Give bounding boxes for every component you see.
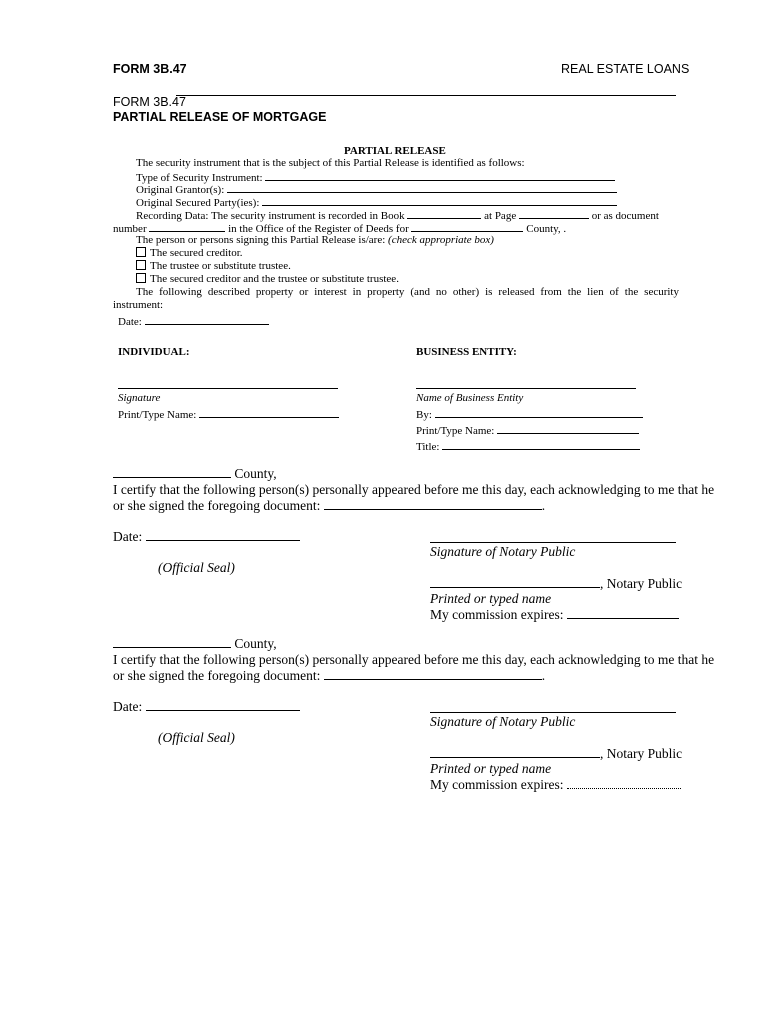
office-text: in the Office of the Register of Deeds for	[228, 223, 409, 235]
security-type-field[interactable]	[265, 170, 615, 181]
title-rule	[176, 95, 676, 96]
property-text-line1: The following described property or interest in property (and no other) is released from the lien of the security	[136, 286, 679, 298]
notary1-date-label: Date:	[113, 529, 143, 544]
notary2-notary-public-row	[430, 746, 682, 762]
check-box-note: (check appropriate box)	[388, 234, 494, 246]
notary1-notary-public: , Notary Public	[600, 576, 683, 591]
notary2-document-field[interactable]	[324, 669, 542, 680]
notary2-county-field[interactable]	[113, 637, 231, 648]
number-label: number	[113, 223, 147, 235]
business-by-row	[416, 407, 643, 422]
security-type-label: Type of Security Instrument:	[136, 172, 263, 184]
notary2-certify-line2: or she signed the foregoing document:	[113, 668, 321, 683]
signer-row	[136, 234, 494, 247]
notary1-name-field[interactable]	[430, 577, 600, 588]
business-title-field[interactable]	[442, 439, 640, 450]
secured-party-label: Original Secured Party(ies):	[136, 197, 260, 209]
individual-signature-label: Signature	[118, 392, 161, 404]
county-text: County, .	[526, 223, 567, 235]
notary2-date-field[interactable]	[146, 700, 300, 711]
individual-signature-line[interactable]	[118, 388, 338, 389]
notary1-official-seal: (Official Seal)	[158, 560, 235, 575]
option-label: The secured creditor and the trustee or substitute trustee.	[150, 273, 399, 285]
option-secured-creditor[interactable]	[136, 247, 243, 260]
register-county-field[interactable]	[411, 221, 523, 232]
notary2-printed-name-label: Printed or typed name	[430, 761, 552, 776]
notary2-signature-label: Signature of Notary Public	[430, 714, 576, 729]
property-text-line2: instrument:	[113, 299, 164, 311]
business-title-row	[416, 439, 640, 454]
notary1-signature-line[interactable]	[430, 542, 676, 543]
business-title-label: Title:	[416, 441, 440, 453]
individual-print-name-label: Print/Type Name:	[118, 409, 197, 421]
release-date-field[interactable]	[145, 314, 269, 325]
at-page-label: at Page	[484, 210, 517, 222]
notary2-name-field[interactable]	[430, 747, 600, 758]
page-field[interactable]	[519, 208, 589, 219]
notary2-county-label: County,	[234, 636, 277, 651]
notary1-county-label: County,	[234, 466, 277, 481]
business-name-line[interactable]	[416, 388, 636, 389]
notary2-commission-label: My commission expires:	[430, 777, 564, 792]
notary2-certify-line1: I certify that the following person(s) personally appeared before me this day, each acknowledging to me that he	[113, 652, 715, 667]
notary1-county-row	[113, 466, 277, 482]
notary1-date-row	[113, 529, 300, 545]
notary1-signature-label: Signature of Notary Public	[430, 544, 576, 559]
checkbox-icon[interactable]	[136, 247, 146, 257]
individual-print-name-row	[118, 407, 339, 422]
form-id: FORM 3B.47	[113, 62, 187, 76]
release-date-label: Date:	[118, 316, 142, 328]
notary1-document-field[interactable]	[324, 499, 542, 510]
checkbox-icon[interactable]	[136, 273, 146, 283]
signer-text: The person or persons signing this Partial Release is/are:	[136, 234, 386, 246]
notary1-certify-line2-row	[113, 498, 545, 514]
book-field[interactable]	[407, 208, 481, 219]
notary1-county-field[interactable]	[113, 467, 231, 478]
notary2-commission-field[interactable]	[567, 778, 681, 789]
recording-label: Recording Data: The security instrument is recorded in Book	[136, 210, 405, 222]
form-number: FORM 3B.47	[113, 95, 186, 109]
option-trustee[interactable]	[136, 260, 291, 273]
business-by-field[interactable]	[435, 407, 643, 418]
secured-party-field[interactable]	[262, 195, 617, 206]
business-print-name-row	[416, 423, 639, 438]
notary1-notary-public-row	[430, 576, 682, 592]
notary2-signature-line[interactable]	[430, 712, 676, 713]
business-print-name-label: Print/Type Name:	[416, 425, 495, 437]
notary1-period: .	[541, 498, 546, 513]
notary1-date-field[interactable]	[146, 530, 300, 541]
form-title: PARTIAL RELEASE OF MORTGAGE	[113, 110, 327, 124]
notary1-printed-name-label: Printed or typed name	[430, 591, 552, 606]
intro-text: The security instrument that is the subject of this Partial Release is identified as follows:	[136, 157, 525, 169]
business-by-label: By:	[416, 409, 432, 421]
notary2-period: .	[541, 668, 546, 683]
notary2-county-row	[113, 636, 277, 652]
notary1-commission-row	[430, 607, 679, 623]
checkbox-icon[interactable]	[136, 260, 146, 270]
notary1-certify-line1: I certify that the following person(s) personally appeared before me this day, each acknowledging to me that he	[113, 482, 715, 497]
business-print-name-field[interactable]	[497, 423, 639, 434]
option-label: The trustee or substitute trustee.	[150, 260, 291, 272]
document-number-field[interactable]	[149, 221, 225, 232]
option-label: The secured creditor.	[150, 247, 243, 259]
notary1-commission-field[interactable]	[567, 608, 679, 619]
notary2-official-seal: (Official Seal)	[158, 730, 235, 745]
notary2-notary-public: , Notary Public	[600, 746, 683, 761]
notary2-date-label: Date:	[113, 699, 143, 714]
notary2-commission-row	[430, 777, 681, 793]
grantor-field[interactable]	[227, 182, 617, 193]
notary2-certify-line2-row	[113, 668, 545, 684]
form-category: REAL ESTATE LOANS	[561, 62, 690, 76]
or-document-label: or as document	[591, 210, 659, 222]
option-creditor-and-trustee[interactable]	[136, 273, 399, 286]
notary1-commission-label: My commission expires:	[430, 607, 564, 622]
grantor-label: Original Grantor(s):	[136, 184, 225, 196]
notary1-certify-line2: or she signed the foregoing document:	[113, 498, 321, 513]
business-name-label: Name of Business Entity	[416, 392, 524, 404]
individual-print-name-field[interactable]	[199, 407, 339, 418]
notary2-date-row	[113, 699, 300, 715]
release-date-row	[118, 314, 269, 329]
individual-heading: INDIVIDUAL:	[118, 346, 190, 358]
partial-release-heading: PARTIAL RELEASE	[344, 145, 446, 157]
business-heading: BUSINESS ENTITY:	[416, 346, 517, 358]
